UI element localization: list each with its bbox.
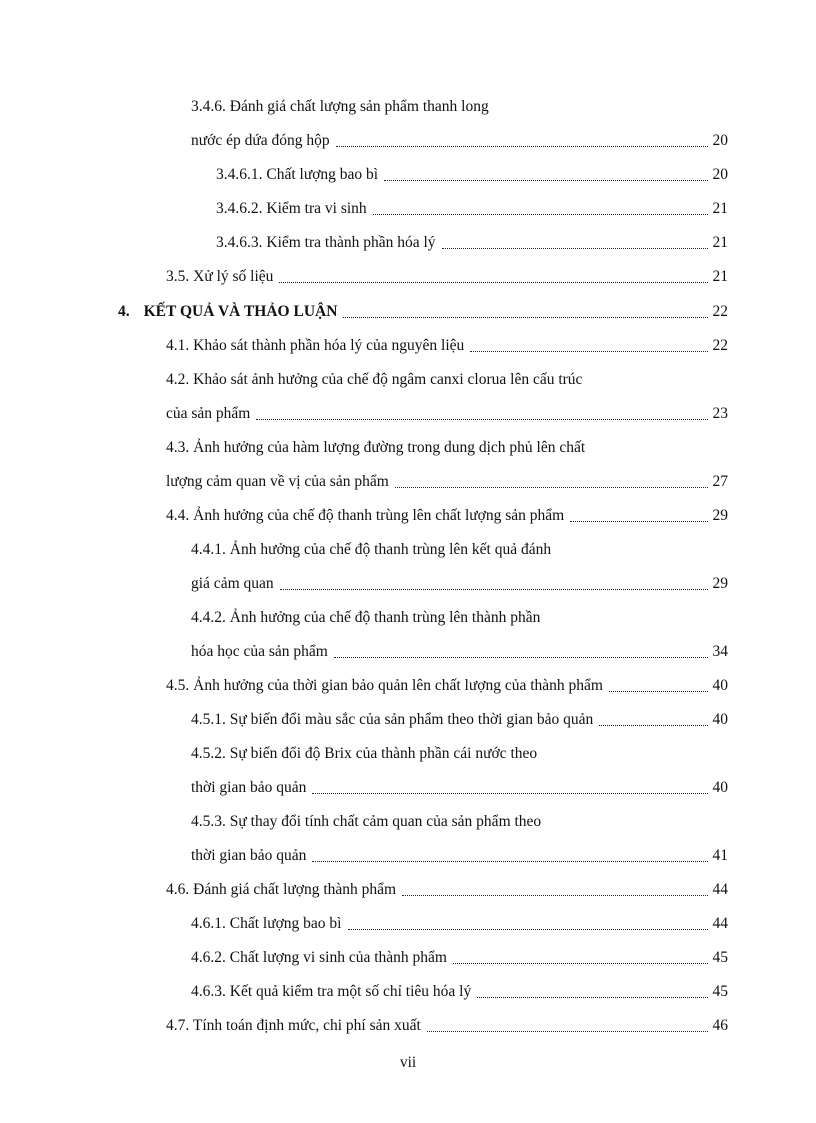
toc-entry-3-4-6-line1 — [191, 96, 728, 118]
toc-entry-text: 3.4.6.3. Kiểm tra thành phần hóa lý — [216, 234, 436, 251]
toc-entry-4-6-2 — [191, 947, 728, 969]
toc-entry-4-5-3-line1 — [191, 811, 728, 833]
toc-entry-text: 4.5.3. Sự thay đổi tính chất cảm quan của sản phẩm theo — [191, 813, 542, 830]
toc-entry-text: thời gian bảo quản — [191, 779, 307, 796]
toc-page-number: 41 — [712, 847, 728, 864]
dot-leader — [343, 317, 707, 318]
toc-entry-text: 4.6.2. Chất lượng vi sinh của thành phẩm — [191, 949, 447, 966]
toc-entry-3-4-6-3 — [216, 232, 728, 254]
toc-entry-4-6-3 — [191, 981, 728, 1003]
dot-leader — [427, 1031, 708, 1032]
toc-page-number: 20 — [712, 166, 728, 183]
toc-entry-4-5-2-line1 — [191, 743, 728, 765]
toc-entry-4-6 — [166, 879, 728, 901]
toc-entry-text: lượng cảm quan về vị của sản phẩm — [166, 473, 389, 490]
toc-entry-text: 3.4.6.1. Chất lượng bao bì — [216, 166, 379, 183]
dot-leader — [453, 963, 708, 964]
toc-entry-text: 4.6.1. Chất lượng bao bì — [191, 915, 342, 932]
dot-leader — [373, 214, 708, 215]
toc-entry-4-6-1 — [191, 913, 728, 935]
dot-leader — [609, 691, 708, 692]
toc-entry-4-7 — [166, 1015, 728, 1037]
dot-leader — [442, 248, 708, 249]
toc-page-number: 45 — [712, 949, 728, 966]
toc-entry-3-4-6-2 — [216, 198, 728, 220]
toc-page-number: 40 — [712, 779, 728, 796]
toc-page-number: 20 — [712, 132, 728, 149]
toc-entry-text: 3.4.6. Đánh giá chất lượng sản phẩm thanh long — [191, 98, 489, 115]
toc-entry-text: thời gian bảo quản — [191, 847, 307, 864]
dot-leader — [570, 521, 707, 522]
toc-entry-4-5 — [166, 675, 728, 697]
toc-entry-text: hóa học của sản phẩm — [191, 643, 328, 660]
toc-page-number: 40 — [712, 711, 728, 728]
toc-entry-text: 4.4.1. Ảnh hưởng của chế độ thanh trùng lên kết quả đánh — [191, 541, 552, 558]
toc-page-number: 40 — [712, 677, 728, 694]
dot-leader — [280, 589, 708, 590]
dot-leader — [312, 861, 707, 862]
toc-page-number: 21 — [712, 234, 728, 251]
toc-entry-4-4-2-line2 — [191, 641, 728, 663]
toc-page-number: 46 — [712, 1017, 728, 1034]
toc-chapter-heading — [118, 301, 337, 323]
toc-entry-text: 4.6. Đánh giá chất lượng thành phẩm — [166, 881, 397, 898]
toc-page-number: 21 — [712, 268, 728, 285]
toc-entry-text: 4.2. Khảo sát ảnh hưởng của chế độ ngâm canxi clorua lên cấu trúc — [166, 371, 583, 388]
toc-entry-4-3-line1 — [166, 437, 728, 459]
dot-leader — [470, 351, 707, 352]
toc-page-number: 27 — [712, 473, 728, 490]
toc-entry-text: 4.3. Ảnh hưởng của hàm lượng đường trong dung dịch phủ lên chất — [166, 439, 586, 456]
dot-leader — [395, 487, 708, 488]
dot-leader — [336, 146, 708, 147]
toc-page-number: 29 — [712, 507, 728, 524]
toc-entry-3-4-6-line2 — [191, 130, 728, 152]
toc-page-number: 29 — [712, 575, 728, 592]
toc-page-number: 23 — [712, 405, 728, 422]
toc-entry-text: 4.4. Ảnh hưởng của chế độ thanh trùng lên chất lượng sản phẩm — [166, 507, 565, 524]
toc-entry-text: của sản phẩm — [166, 405, 251, 422]
dot-leader — [312, 793, 707, 794]
dot-leader — [348, 929, 708, 930]
toc-entry-text: 4.5.2. Sự biến đổi độ Brix của thành phần cái nước theo — [191, 745, 538, 762]
toc-entry-text: giá cảm quan — [191, 575, 274, 592]
toc-entry-text: 4.7. Tính toán định mức, chi phí sản xuất — [166, 1017, 421, 1034]
dot-leader — [599, 725, 707, 726]
chapter-number: 4. — [118, 303, 130, 320]
dot-leader — [477, 997, 707, 998]
toc-entry-4-4-1-line2 — [191, 573, 728, 595]
toc-page-number: 44 — [712, 915, 728, 932]
toc-page-number: 22 — [712, 337, 728, 354]
dot-leader — [334, 657, 708, 658]
toc-page-number: 45 — [712, 983, 728, 1000]
toc-entry-3-4-6-1 — [216, 164, 728, 186]
toc-entry-4-5-2-line2 — [191, 777, 728, 799]
toc-entry-4-4-2-line1 — [191, 607, 728, 629]
toc-entry-4-4 — [166, 505, 728, 527]
toc-entry-text: 4.4.2. Ảnh hưởng của chế độ thanh trùng lên thành phần — [191, 609, 541, 626]
toc-entry-4-2-line1 — [166, 369, 728, 391]
toc-entry-4-5-3-line2 — [191, 845, 728, 867]
dot-leader — [279, 282, 707, 283]
toc-entry-4-5-1 — [191, 709, 728, 731]
toc-page-number: 21 — [712, 200, 728, 217]
toc-entry-3-5 — [166, 266, 728, 288]
toc-page-number: 22 — [712, 303, 728, 320]
dot-leader — [402, 895, 707, 896]
toc-entry-4-2-line2 — [166, 403, 728, 425]
toc-entry-text: 3.4.6.2. Kiểm tra vi sinh — [216, 200, 367, 217]
toc-entry-4-4-1-line1 — [191, 539, 728, 561]
toc-entry-text: 4.1. Khảo sát thành phần hóa lý của nguyên liệu — [166, 337, 465, 354]
toc-page-number: 44 — [712, 881, 728, 898]
toc-entry-text: 4.5. Ảnh hưởng của thời gian bảo quản lên chất lượng của thành phẩm — [166, 677, 603, 694]
toc-entry-text: 4.5.1. Sự biến đổi màu sắc của sản phẩm theo thời gian bảo quản — [191, 711, 594, 728]
dot-leader — [384, 180, 707, 181]
toc-entry-text: 4.6.3. Kết quả kiểm tra một số chỉ tiêu hóa lý — [191, 983, 472, 1000]
page-number-footer: vii — [399, 1054, 417, 1071]
toc-entry-text: nước ép dứa đóng hộp — [191, 132, 330, 149]
toc-entry-text: 3.5. Xử lý số liệu — [166, 268, 274, 285]
toc-entry-4-3-line2 — [166, 471, 728, 493]
toc-chapter-4 — [118, 301, 728, 323]
toc-page-number: 34 — [712, 643, 728, 660]
chapter-title: KẾT QUẢ VÀ THẢO LUẬN — [143, 303, 338, 320]
dot-leader — [256, 419, 707, 420]
toc-entry-4-1 — [166, 335, 728, 357]
